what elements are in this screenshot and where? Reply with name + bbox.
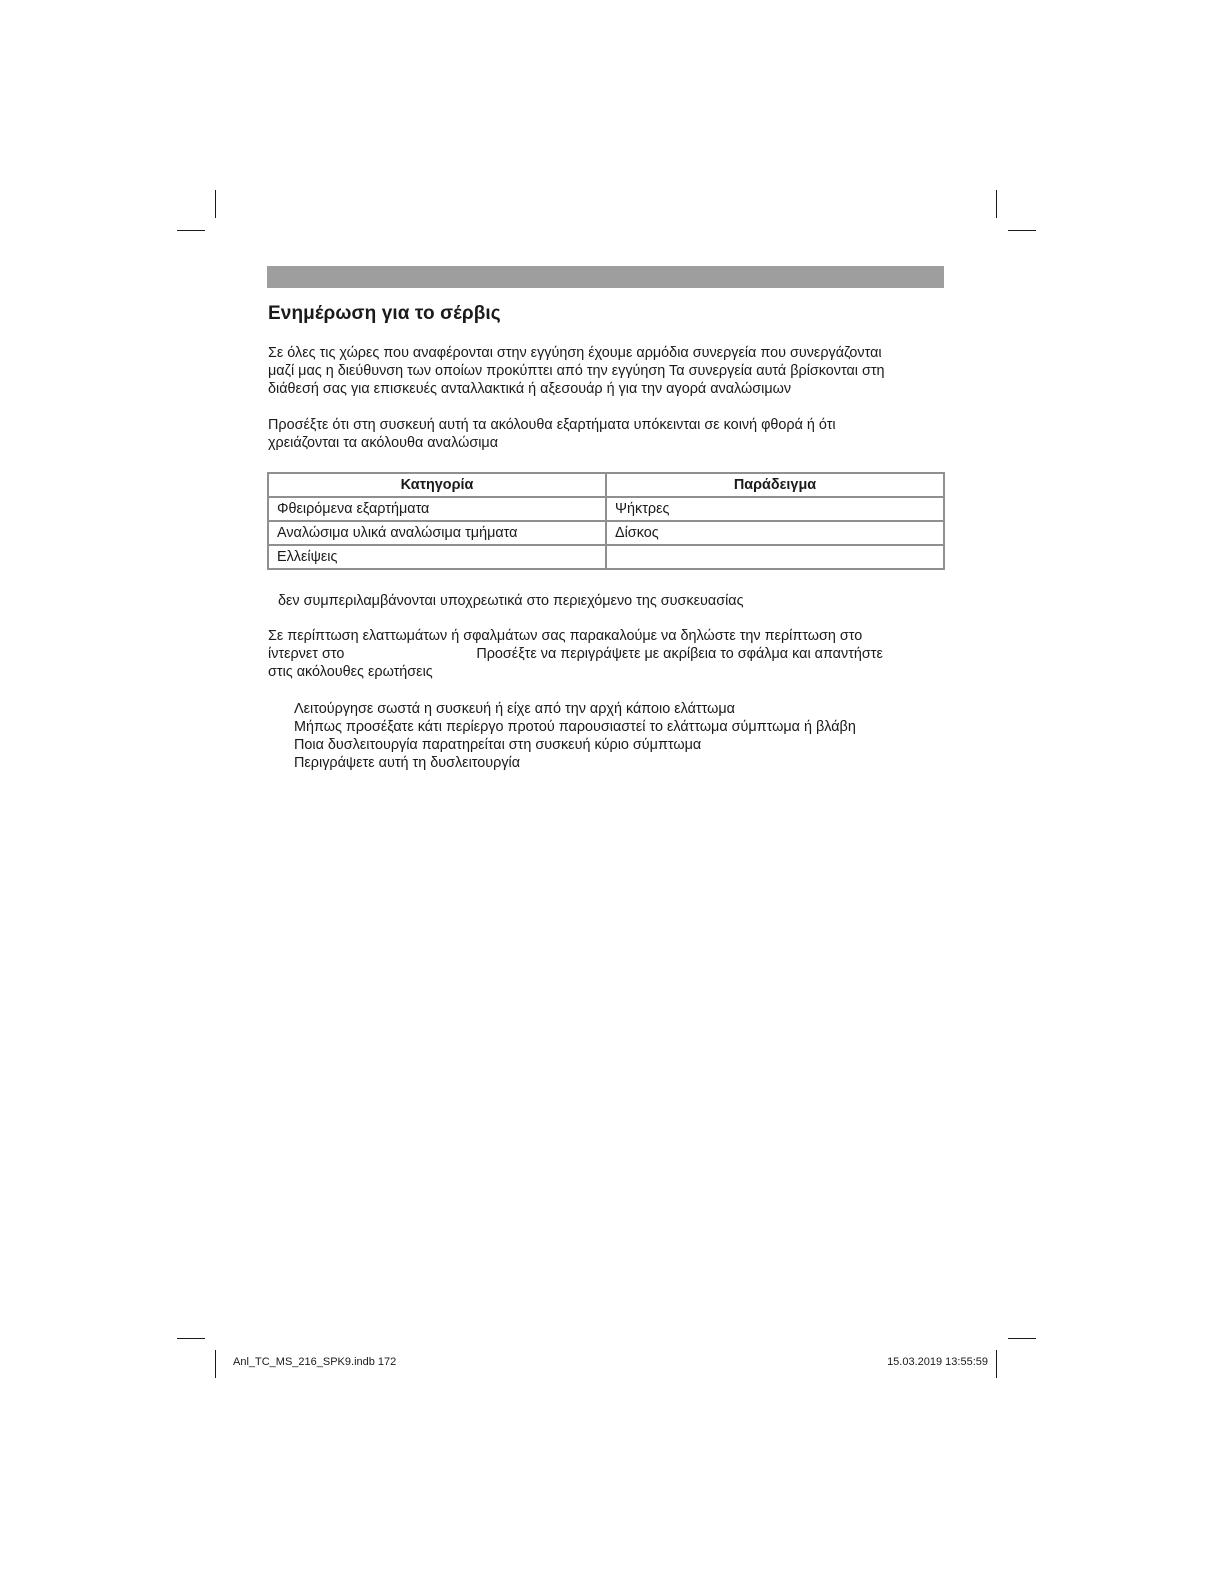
footnote: δεν συμπεριλαμβάνονται υποχρεωτικά στο περιεχόμενο της συσκευασίας	[278, 593, 744, 609]
column-header-example: Παράδειγμα	[606, 473, 944, 497]
defects-line-start: ίντερνετ στο	[268, 646, 345, 662]
intro-line: Σε όλες τις χώρες που αναφέρονται στην εγγύηση έχουμε αρμόδια συνεργεία που συνεργάζονται	[268, 345, 882, 361]
defects-line: Σε περίπτωση ελαττωμάτων ή σφαλμάτων σας παρακαλούμε να δηλώστε την περίπτωση στο	[268, 628, 863, 644]
column-header-category: Κατηγορία	[268, 473, 606, 497]
crop-mark	[1008, 1338, 1036, 1339]
defects-line	[268, 645, 948, 663]
intro-paragraph	[268, 344, 948, 398]
list-item: Ποια δυσλειτουργία παρατηρείται στη συσκευή κύριο σύμπτωμα	[294, 737, 702, 753]
section-header-bar	[267, 266, 944, 288]
table-row	[268, 497, 944, 521]
crop-mark	[1008, 230, 1036, 231]
notice-line: χρειάζονται τα ακόλουθα αναλώσιμα	[268, 435, 499, 451]
crop-mark	[996, 190, 997, 218]
defects-paragraph	[268, 627, 948, 681]
intro-line: μαζί μας η διεύθυνση των οποίων προκύπτει από την εγγύηση Τα συνεργεία αυτά βρίσκονται στη	[268, 363, 885, 379]
table-header-row	[268, 473, 944, 497]
defects-line: στις ακόλουθες ερωτήσεις	[268, 664, 433, 680]
crop-mark	[215, 190, 216, 218]
table-cell: Δίσκος	[606, 521, 944, 545]
table-cell: Φθειρόμενα εξαρτήματα	[268, 497, 606, 521]
page-title: Ενημέρωση για το σέρβις	[268, 303, 501, 324]
crop-mark	[177, 230, 205, 231]
table-cell: Ψήκτρες	[606, 497, 944, 521]
table-row	[268, 545, 944, 569]
list-item: Λειτούργησε σωστά η συσκευή ή είχε από την αρχή κάποιο ελάττωμα	[294, 701, 735, 717]
questions-list	[294, 700, 856, 772]
table-cell: Αναλώσιμα υλικά αναλώσιμα τμήματα	[268, 521, 606, 545]
table-row	[268, 521, 944, 545]
table-cell: Ελλείψεις	[268, 545, 606, 569]
footer-file: Anl_TC_MS_216_SPK9.indb 172	[233, 1356, 397, 1368]
wear-parts-table	[267, 472, 945, 570]
crop-mark	[215, 1350, 216, 1378]
defects-line-end: Προσέξτε να περιγράψετε με ακρίβεια το σφάλμα και απαντήστε	[476, 646, 883, 662]
footer-timestamp: 15.03.2019 13:55:59	[887, 1356, 988, 1368]
notice-line: Προσέξτε ότι στη συσκευή αυτή τα ακόλουθα εξαρτήματα υπόκεινται σε κοινή φθορά ή ότι	[268, 417, 836, 433]
notice-paragraph	[268, 416, 948, 452]
crop-mark	[177, 1338, 205, 1339]
list-item: Περιγράψετε αυτή τη δυσλειτουργία	[294, 755, 521, 771]
crop-mark	[996, 1350, 997, 1378]
list-item: Μήπως προσέξατε κάτι περίεργο προτού παρουσιαστεί το ελάττωμα σύμπτωμα ή βλάβη	[294, 719, 856, 735]
table-cell	[606, 545, 944, 569]
intro-line: διάθεσή σας για επισκευές ανταλλακτικά ή αξεσουάρ ή για την αγορά αναλώσιμων	[268, 381, 792, 397]
